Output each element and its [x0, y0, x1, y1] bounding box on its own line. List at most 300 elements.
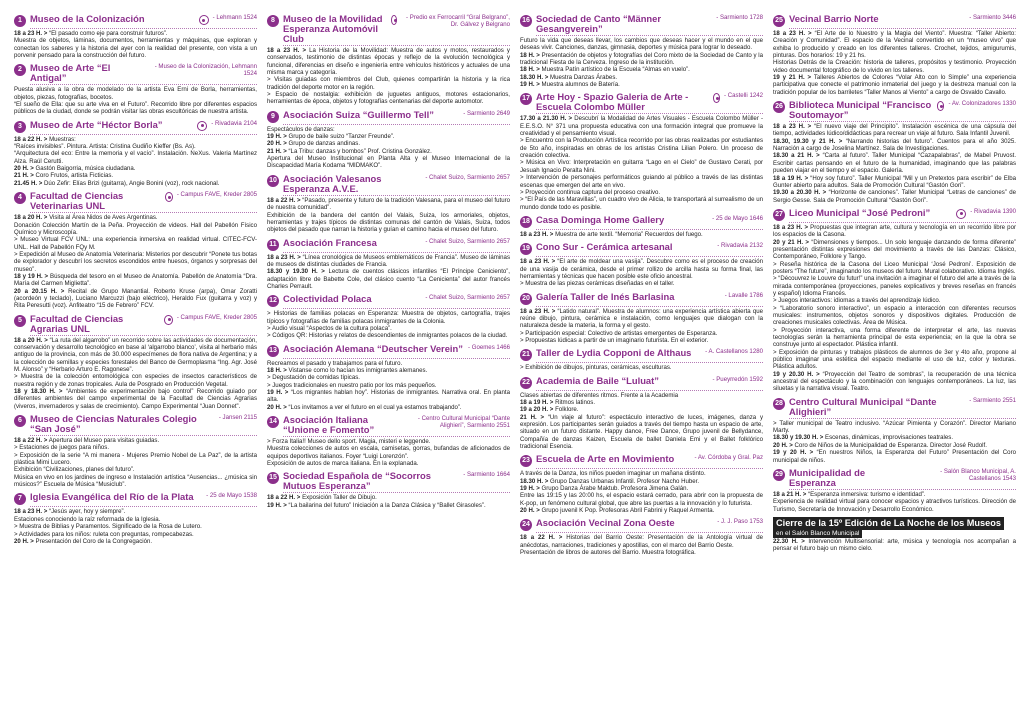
program-line: [520, 549, 763, 556]
venue-number-badge: 20: [520, 293, 532, 305]
event-time: 20 y 21 H. >: [773, 238, 809, 246]
event-description: Gastón Baigorria, música ciudadana.: [35, 165, 136, 173]
event-description: > Muestra de la colección entomológica con especies de insectos característicos de nuestra región y de zonas tropicales. Aula de Posgrado en Producción Vegetal.: [14, 373, 257, 388]
event-description: Ritmos latinos.: [555, 399, 596, 406]
program-line: [14, 373, 257, 388]
venue-entry: [520, 215, 763, 238]
dotted-divider: [536, 256, 763, 257]
venue-address: - Chalet Suizo, Sarmiento 2657: [425, 294, 510, 302]
event-description: Experiencia de realidad virtual para conocer espacios y atractivos turísticos. Dirección de Turismo, Secretaría de Innovación y Desarrollo Económico.: [773, 498, 1016, 513]
program-line: [14, 474, 257, 489]
event-description: “Carta al futuro”. Taller Municipal “Cazapalabras”, de Mabel Pruvost. Escribir cartas pensando en el futuro de la humanidad, imaginando que las palabras pueden viajar en el tiempo y el espacio. Galería.: [773, 152, 1016, 175]
program-line: [773, 449, 1016, 464]
program-line: [267, 268, 510, 290]
venue-header: [14, 120, 257, 133]
event-description: > Propuestas lúdicas a partir de un imaginario futurista. En el exterior.: [520, 336, 709, 344]
event-time: 18.30 y 19.30 H. >: [267, 268, 325, 276]
venue-header: [267, 110, 510, 123]
program-line: [520, 189, 763, 196]
program-line: [14, 143, 257, 150]
event-description: “Horizonte de canciones”. Taller Municipal “Letras de canciones” de Sergio Gesse. Sala de Promoción Cultural “Gastón Gori”.: [773, 189, 1016, 204]
venue-address: - Rivadavia 1390: [970, 207, 1016, 215]
venue-address: - Rivadavia 2104: [211, 119, 257, 127]
event-time: 20 a 20.15 H. >: [14, 287, 65, 295]
event-description: Escenas, dinámicas, improvisaciones teatrales.: [825, 434, 954, 442]
venue-title: Vecinal Barrio Norte: [789, 14, 879, 24]
venue-address: - Campus FAVE, Kreder 2805: [176, 313, 257, 321]
venue-number-badge: 24: [520, 519, 532, 531]
venue-program: [267, 494, 510, 509]
event-time: 20 H. >: [267, 140, 287, 148]
event-time: 19 H. >: [520, 485, 540, 493]
camera-pin-icon: [713, 93, 720, 103]
event-description: “Raíces invisibles”. Pintura. Artista: Cristina Gudiño Kieffer (Bs. As).: [14, 143, 196, 151]
program-line: [14, 30, 257, 37]
closing-text: Intervención Multisensorial: arte, música y tecnología nos acompañan a pensar el futuro bajo un mismo cielo.: [773, 537, 1016, 553]
dotted-divider: [536, 113, 763, 114]
venue-header: [773, 14, 1016, 27]
program-line: [520, 406, 763, 413]
event-description: Muestra Danzas Árabes.: [550, 73, 618, 81]
program-line: [267, 404, 510, 411]
venue-program: [14, 136, 257, 187]
venue-title: Biblioteca Municipal “Francisco Soutomayor”: [789, 99, 932, 121]
venue-program: [267, 126, 510, 170]
venue-number-badge: 12: [267, 295, 279, 307]
venue-number-badge: 27: [773, 209, 785, 221]
event-description: > Encuentro con la Producción Artística recorrido por las obras realizadas por estudiantes de 5to año, inspiradas en obras de los artistas Cristina Lilian Polero. Un proceso de creación colectiva.: [520, 137, 763, 160]
program-line: [267, 360, 510, 367]
venue-entry: [267, 174, 510, 234]
venue-address: - Goemes 1466: [467, 343, 510, 351]
dotted-divider: [789, 418, 1016, 419]
event-description: Exposición Taller de Dibujo.: [302, 494, 377, 502]
event-time: 19 y 21 H. >: [773, 74, 812, 82]
program-line: [267, 494, 510, 501]
program-line: [773, 349, 1016, 371]
venue-entry: [14, 314, 257, 410]
camera-pin-icon: [164, 315, 173, 325]
venue-program: [14, 337, 257, 410]
event-description: “Pasado, presente y futuro de la tradición Valesana, para el museo del futuro de nuestra comunidad”.: [267, 196, 510, 212]
program-line: [520, 115, 763, 137]
event-description: “Ambientes de experimentación bajo control” Recorrido guiado por diferentes ambientes del campo experimental de la Facultad de Ciencias Agrarias (viveros, invernaderos y salas de crecimiento). Campo Experimental “Juan Donnet”.: [14, 388, 257, 410]
program-line: [773, 224, 1016, 239]
venue-program: [267, 438, 510, 467]
event-description: Música en vivo en los jardines de ingreso e Instalación artística “Ausencias... ¿música sin músicos?” Escuela de Música “Musiclub”.: [14, 473, 257, 489]
program-line: [773, 498, 1016, 513]
venue-number-badge: 16: [520, 15, 532, 27]
venue-program: [267, 360, 510, 411]
venue-address: - Campus FAVE, Kreder 2805: [176, 191, 257, 199]
event-description: “Un viaje al futuro”: espectáculo interactivo de luces, imágenes, danza y expresión. Los participantes serán guiados a través del tiempo hasta un espacio de arte, situado en un futuro distante. Happy dance, Free Dance, Grupo juvenil de Bellydance, Compañía de danzas Kaizen, Escuela de ballet Daniela Emi y el Ballet folklórico tradicional Esencia.: [520, 413, 763, 451]
venue-entry: [267, 14, 510, 106]
program-line: [14, 437, 257, 444]
program-line: [14, 165, 257, 172]
event-time: 18 a 21 H. >: [773, 490, 807, 498]
event-time: 18 a 23 H. >: [773, 30, 812, 37]
camera-pin-icon: [391, 15, 397, 25]
event-description: “El arte de moldear una vasija”. Descubre como es el proceso de creación de una vasija de cerámica, desde el primer rollizo de arcilla hasta su forma final, las herramientas y técnicas que hacen posible este oficio ancestral.: [520, 258, 763, 280]
event-time: 18 a 23 H. >: [14, 508, 48, 516]
event-time: 19 a 20 H. >: [520, 406, 554, 414]
event-description: Grupo Danzas Urbanas Infantil. Profesor Nacho Huber.: [550, 477, 700, 485]
event-description: Lectura de cuentos clásicos infantiles “El Príncipe Ceniciento”, adaptación libre de Babette Cole, del clásico cuento “La Cenicienta” del autor francés Charles Perrault.: [267, 268, 510, 290]
program-line: [267, 47, 510, 76]
program-line: [520, 159, 763, 174]
event-description: La Historia de la Movilidad: Muestra de autos y motos, restaurados y conservados, testimonio de distintas épocas y reflejo de la evolución tecnológica y funcional, diferencias en diseño e ingeniería entre vehículos históricos y actuales de una misma marca y categoría.: [267, 47, 510, 77]
venue-program: [267, 197, 510, 234]
venue-header: [14, 314, 257, 334]
venue-address: - Sarmiento 1664: [463, 471, 510, 479]
program-line: [14, 101, 257, 116]
program-line: [267, 197, 510, 212]
program-line: [267, 332, 510, 339]
program-line: [520, 507, 763, 514]
venue-address: - Salón Blanco Municipal, A. Castellanos 1543: [940, 467, 1016, 482]
venue-title: Facultad de Ciencias Agrarias UNL: [30, 312, 124, 334]
venue-program: [14, 437, 257, 488]
program-line: [520, 392, 763, 399]
dotted-divider: [30, 28, 257, 29]
venue-header: [267, 415, 510, 435]
event-description: Muestra colecciones de autos en escala, camisetas, gorras, bufandas de aficionados de equipos deportivos italianos. Foyer “Luigi Lorenzón”.: [267, 445, 510, 460]
venue-number-badge: 21: [520, 349, 532, 361]
venue-number-badge: 10: [267, 175, 279, 187]
venue-header: [14, 14, 257, 27]
event-description: > Muestra de las piezas cerámicas diseñadas en el taller.: [520, 280, 675, 288]
event-description: > Exposición de pinturas y trabajos plásticos de alumnos de 3er y 4to año, propone al público imaginar una estética del espacio mediante el uso de luz, color y texturas. Plástica adultos.: [773, 348, 1016, 371]
program-line: [773, 420, 1016, 435]
venue-title: Asociación Alemana “Deutscher Verein”: [283, 342, 463, 354]
venue-program: [14, 30, 257, 59]
venue-entry: [520, 518, 763, 556]
event-description: Recreamos el pasado y trabajamos para el futuro.: [267, 359, 403, 367]
event-description: Grupo de danzas andinas.: [288, 140, 361, 148]
venue-title: Museo de Arte “Héctor Borla”: [30, 118, 163, 130]
venue-header: [520, 376, 763, 389]
venue-header: [14, 492, 257, 505]
event-time: 18.30 y 19.30 H. >: [773, 434, 824, 442]
program-line: [14, 273, 257, 288]
program-line: [14, 150, 257, 165]
event-description: Donación Colección Martín de la Peña. Proyección de videos. Hall del Pabellón Físico Químico y Microscopía.: [14, 221, 257, 236]
event-description: > Juegos tradicionales en nuestro patio por los más pequeños.: [267, 381, 437, 389]
program-line: [14, 444, 257, 451]
event-time: 18.30 H. >: [520, 477, 549, 485]
program-line: [773, 239, 1016, 261]
event-description: “El nuevo viaje del Principito”. Instalación escénica de una cápsula del tiempo, actividades lúdico/didácticas para recrear un viaje al futuro. Sala Infantil Juvenil.: [773, 123, 1016, 138]
event-description: > Estaciones de juegos para niños.: [14, 444, 110, 452]
camera-pin-icon: [937, 101, 945, 111]
venue-entry: [14, 14, 257, 59]
venue-number-badge: 14: [267, 416, 279, 428]
event-time: 18 a 23 H. >: [773, 223, 809, 231]
closing-time: 22.30 H. >: [773, 537, 805, 545]
event-time: 18 a 22 H. >: [267, 494, 301, 502]
event-description: Apertura del Museo Institucional en Planta Alta y el Museo Internacional de la Discapacidad María Kodama “MIDMAKO”.: [267, 155, 510, 170]
event-description: Grupo Danza Árabe Maktub. Profesora Jimena Galán.: [541, 485, 689, 493]
venue-title: Museo de la Movilidad Esperanza Automóvil Club: [283, 14, 383, 44]
venue-title: Casa Dominga Home Gallery: [536, 213, 665, 225]
program-line: [520, 66, 763, 73]
venue-program: [520, 308, 763, 345]
event-description: Coro Frutos, artista Ficticias.: [35, 172, 114, 180]
program-line: [773, 327, 1016, 349]
venue-header: [14, 63, 257, 83]
event-time: 18 a 22 H. >: [14, 135, 48, 143]
program-line: [267, 460, 510, 467]
program-line: [520, 470, 763, 477]
venue-program: [267, 310, 510, 339]
venue-title: Museo de la Colonización: [30, 14, 145, 24]
event-description: Búsqueda del tesoro en el Museo de Anatomía. Pabellón de Anatomía “Dra. María del Carmen Miglietta”.: [14, 272, 257, 288]
venue-number-badge: 1: [14, 15, 26, 27]
venue-address: - Museo de la Colonización, Lehmann 1524: [154, 63, 257, 78]
column-4: [773, 14, 1016, 724]
event-description: Dúo Zefir: Elías Brizi (guitarra), Angie Bonini (voz), rock nacional.: [44, 179, 220, 187]
venue-entry: [520, 454, 763, 514]
venue-number-badge: 22: [520, 377, 532, 389]
venue-header: [267, 238, 510, 251]
event-description: “Línea cronológica de Museos emblemáticos de Francia”. Museo de láminas de museos de distintas ciudades de Francia.: [267, 253, 510, 268]
event-time: 21.45 H. >: [14, 179, 43, 187]
venue-number-badge: 13: [267, 345, 279, 357]
event-description: Recital de Grupo Manantial. Roberto Kruse (arpa), Omar Zoratti (acordeón y teclado), Luciano Marcuzzi (bajo eléctrico), Heraldo Fux (guitarra y voz) y Rita Peresutti (voz). Anfiteatro “15 de Febrero” FCV.: [14, 287, 257, 310]
event-time: 18 a 19 H. >: [773, 174, 809, 182]
venue-title: Academia de Baile “Luluat”: [536, 374, 659, 386]
program-line: [267, 325, 510, 332]
event-description: Grupo de baile suizo “Tanzer Freunde”.: [288, 133, 395, 141]
event-description: “La bailarina del futuro” Iniciación a la Danza Clásica y “Ballet Girasoles”.: [288, 501, 486, 509]
event-time: 18 y 18.30 H. >: [14, 388, 63, 396]
venue-title: Cono Sur - Cerámica artesanal: [536, 241, 673, 253]
venue-entry: [520, 348, 763, 371]
event-description: Muestras:: [49, 135, 76, 143]
event-description: > Muestra de Biblias y Paramentos. Significado de la Rosa de Lutero.: [14, 523, 202, 531]
venue-address: - Castelli 1242: [724, 92, 763, 100]
event-description: “La ruta del algarrobo” un recorrido sobre las actividades de documentación, conservación y desarrollo tecnológico en base al ‘algarrobo blanco’, visita al herbario más antiguo de la provincia, con más de 30.000 especímenes de flora nativa de Argentina; y a la colección de semillas y especies forestales del Banco de Germoplasma “Ing. Agr. José M. Alonso” y “Herbario Arturo E. Ragonese”.: [14, 336, 257, 373]
dotted-divider: [789, 28, 1016, 29]
program-line: [773, 138, 1016, 153]
event-description: Muestra Patín artístico de la Escuela “Almas en vuelo”.: [541, 66, 690, 74]
event-description: > Museo Virtual FCV UNL: una experiencia inmersiva en realidad virtual. CITEC-FCV-UNL. Hall de Pabellón FQy M.: [14, 236, 257, 251]
program-line: [14, 531, 257, 538]
event-description: Presentación de libros de autores del Barrio. Muestra fotográfica.: [520, 549, 696, 557]
venue-entry: [14, 120, 257, 187]
venue-address: - Sarmiento 2551: [969, 396, 1016, 404]
event-time: 20 H. >: [773, 441, 793, 449]
program-line: [267, 367, 510, 374]
venue-program: [520, 115, 763, 210]
venue-header: [267, 471, 510, 491]
event-description: Propuestas que integran arte, cultura y tecnología en un recorrido libre por los espacios de la Casona.: [773, 223, 1016, 239]
event-time: 18 H. >: [520, 66, 540, 74]
event-time: 21 H. >: [14, 172, 34, 180]
venue-header: [267, 344, 510, 357]
event-time: 18 a 23 H. >: [267, 253, 301, 261]
event-description: > Exhibición de dibujos, pinturas, cerámicas, esculturas.: [520, 364, 672, 372]
venue-title: Iglesia Evangélica del Río de la Plata: [30, 491, 194, 503]
event-description: “Los migrantes hablan hoy”. Historias de inmigrantes. Narrativa oral. En planta alta.: [267, 389, 510, 404]
dotted-divider: [30, 435, 257, 436]
column-3: [520, 14, 763, 724]
event-description: Historias del Barrio Oeste: Presentación de la Antología virtual de anécdotas, narraciones, tradiciones y apostillas, con el marco del Barrio Oeste.: [520, 534, 763, 549]
venue-program: [520, 364, 763, 371]
venue-header: [14, 414, 257, 434]
venue-address: - Lehmann 1524: [212, 14, 257, 21]
program-line: [14, 288, 257, 310]
program-line: [773, 123, 1016, 138]
dotted-divider: [283, 124, 510, 125]
event-time: 18 a 23 H. >: [520, 307, 556, 315]
program-line: [773, 152, 1016, 174]
venue-program: [520, 534, 763, 556]
program-line: [520, 137, 763, 159]
venue-header: [520, 215, 763, 228]
venue-address: - Pueyrredón 1592: [712, 375, 763, 383]
venue-title: Asociación Vecinal Zona Oeste: [536, 517, 675, 529]
venue-address: - J. J. Paso 1753: [717, 518, 763, 526]
venue-header: [520, 92, 763, 112]
event-description: Estaciones conociendo la raíz reformada de la Iglesia.: [14, 515, 161, 523]
event-description: > Reseña histórica de la Casona del Liceo Municipal ‘José Pedroni’. Exposición de posters “The future”, imaginando los museos del futuro. Mural colaborativo. Idioma Inglés.: [773, 260, 1016, 275]
venue-title: Museo de Ciencias Naturales Colegio “San José”: [30, 413, 197, 435]
event-time: 18 a 23 H. >: [520, 230, 554, 238]
venue-entry: [267, 415, 510, 467]
event-description: Muestra alumnos de Batería.: [541, 81, 620, 89]
dotted-divider: [789, 222, 1016, 223]
event-time: 18 a 23 H. >: [14, 30, 48, 37]
event-time: 19 H. >: [267, 389, 289, 396]
venue-number-badge: 28: [773, 398, 785, 410]
event-time: 18 a 23 H. >: [267, 47, 307, 54]
event-description: “Hoy soy futuro”. Taller Municipal “Mil y un Pretextos para escribir” de Elba Gunter abierto para adultos. Sala de Promoción Cultural “Gastón Gori”.: [773, 174, 1016, 189]
venue-address: - Predio ex Ferrocarril “Gral Belgrano”, Dr. Gálvez y Belgrano: [406, 14, 510, 28]
venue-number-badge: 4: [14, 192, 26, 204]
event-time: 20 H. >: [267, 403, 287, 411]
venue-title: Asociación Valesanos Esperanza A.V.E.: [283, 172, 382, 194]
venue-address: - A. Castellanos 1280: [705, 348, 763, 356]
venue-header: [773, 397, 1016, 417]
venue-program: [267, 47, 510, 106]
dotted-divider: [283, 45, 510, 46]
venue-number-badge: 5: [14, 315, 26, 327]
program-line: [520, 258, 763, 280]
venue-program: [773, 30, 1016, 96]
venue-number-badge: 18: [520, 216, 532, 228]
program-line: [267, 126, 510, 133]
dotted-divider: [30, 335, 257, 336]
venue-title: Asociación Suiza “Guillermo Tell”: [283, 108, 434, 120]
event-description: > Forza Italia!! Museo dello sport. Magia, misteri e leggende.: [267, 438, 431, 446]
venue-header: [773, 468, 1016, 488]
venue-address: - Sarmiento 3446: [969, 14, 1016, 21]
event-description: Muestra de objetos, láminas, documentos, herramientas y máquinas, que exploran y conectan los saberes y la historia del ayer con la realidad del presente, con vista a un porvenir pensado para la construcción del futuro.: [14, 37, 257, 60]
dotted-divider: [536, 229, 763, 230]
camera-pin-icon: [199, 15, 209, 25]
program-line: [14, 214, 257, 221]
venue-title: Galería Taller de Inés Barlasina: [536, 290, 675, 302]
event-time: 18 a 22 H. >: [520, 534, 563, 542]
program-line: [520, 399, 763, 406]
venue-program: [267, 254, 510, 291]
event-time: 18 y 19 H. >: [14, 272, 49, 280]
program-line: [14, 236, 257, 251]
venue-number-badge: 2: [14, 64, 26, 76]
program-line: [520, 485, 763, 492]
dotted-divider: [283, 436, 510, 437]
event-description: Presentación del Coro de la Congregación.: [35, 537, 153, 545]
venue-header: [520, 14, 763, 34]
venue-title: Facultad de Ciencias Veterinarias UNL: [30, 190, 124, 212]
venue-entry: [267, 238, 510, 291]
dotted-divider: [789, 489, 1016, 490]
program-line: [14, 86, 257, 101]
event-description: “Los invitamos a ver el futuro en el cual ya estamos trabajando”.: [288, 403, 462, 411]
venue-entry: [773, 14, 1016, 96]
venue-number-badge: 11: [267, 239, 279, 251]
event-description: > Juegos interactivos: idiomas a través del aprendizaje lúdico.: [773, 297, 941, 305]
program-line: [14, 172, 257, 179]
event-description: Presentación de objetos y fotografías del Coro mixto de la Sociedad de Canto y la tradicional Fiesta de la Cerveza. Ingreso de la institución.: [520, 51, 763, 67]
venue-title: Asociación Italiana “Unione e Fomento”: [283, 414, 375, 436]
event-time: 18 a 20 H. >: [14, 214, 48, 222]
dotted-divider: [536, 468, 763, 469]
venue-entry: [520, 242, 763, 287]
venue-program: [773, 123, 1016, 204]
venue-address: - Sarmiento 2649: [463, 109, 510, 117]
venue-entry: [267, 471, 510, 509]
column-2: [267, 14, 510, 724]
event-description: > Proyección continua captura del proceso creativo.: [520, 188, 661, 196]
event-time: 18 a 22 H. >: [14, 437, 48, 445]
event-time: 19 y 20.30 H. >: [773, 370, 820, 378]
venue-address: - 25 de Mayo 1646: [712, 214, 763, 222]
venue-address: - 25 de Mayo 1538: [206, 492, 257, 500]
venue-number-badge: 9: [267, 111, 279, 123]
dotted-divider: [536, 390, 763, 391]
event-time: 18 H. >: [267, 366, 287, 374]
event-description: Grupo juvenil K Pop. Profesoras Abril Fabrini y Raquel Armenta.: [541, 507, 715, 515]
venue-entry: [14, 414, 257, 488]
dotted-divider: [30, 84, 257, 85]
program-line: [520, 196, 763, 211]
venue-title: Taller de Lydia Copponi de Althaus: [536, 347, 692, 359]
venue-program: [520, 231, 763, 238]
venue-number-badge: 29: [773, 469, 785, 481]
program-line: [14, 251, 257, 273]
program-line: [14, 516, 257, 523]
dotted-divider: [283, 492, 510, 493]
venue-address: - Lavalle 1786: [724, 291, 763, 299]
venue-entry: [520, 376, 763, 451]
event-description: > Degustación de comidas típicas.: [267, 374, 360, 382]
event-description: > Música en Vivo: Interpretación en guitarra “Lago en el Cielo” de Gustavo Cerati, por Jesuah Ignacio Peralta Nini.: [520, 159, 763, 174]
program-line: [773, 371, 1016, 393]
venue-header: [520, 348, 763, 361]
event-time: 20 H. >: [520, 507, 540, 515]
venue-address: - Sarmiento 1728: [716, 14, 763, 21]
program-line: [773, 275, 1016, 297]
event-description: > Participación especial: Colectivo de artistas emergentes de Esperanza.: [520, 329, 718, 337]
program-line: [14, 337, 257, 374]
program-line: [267, 389, 510, 404]
program-line: [773, 175, 1016, 190]
dotted-divider: [536, 362, 763, 363]
event-time: 19 H. >: [267, 133, 287, 141]
venue-number-badge: 26: [773, 101, 785, 113]
